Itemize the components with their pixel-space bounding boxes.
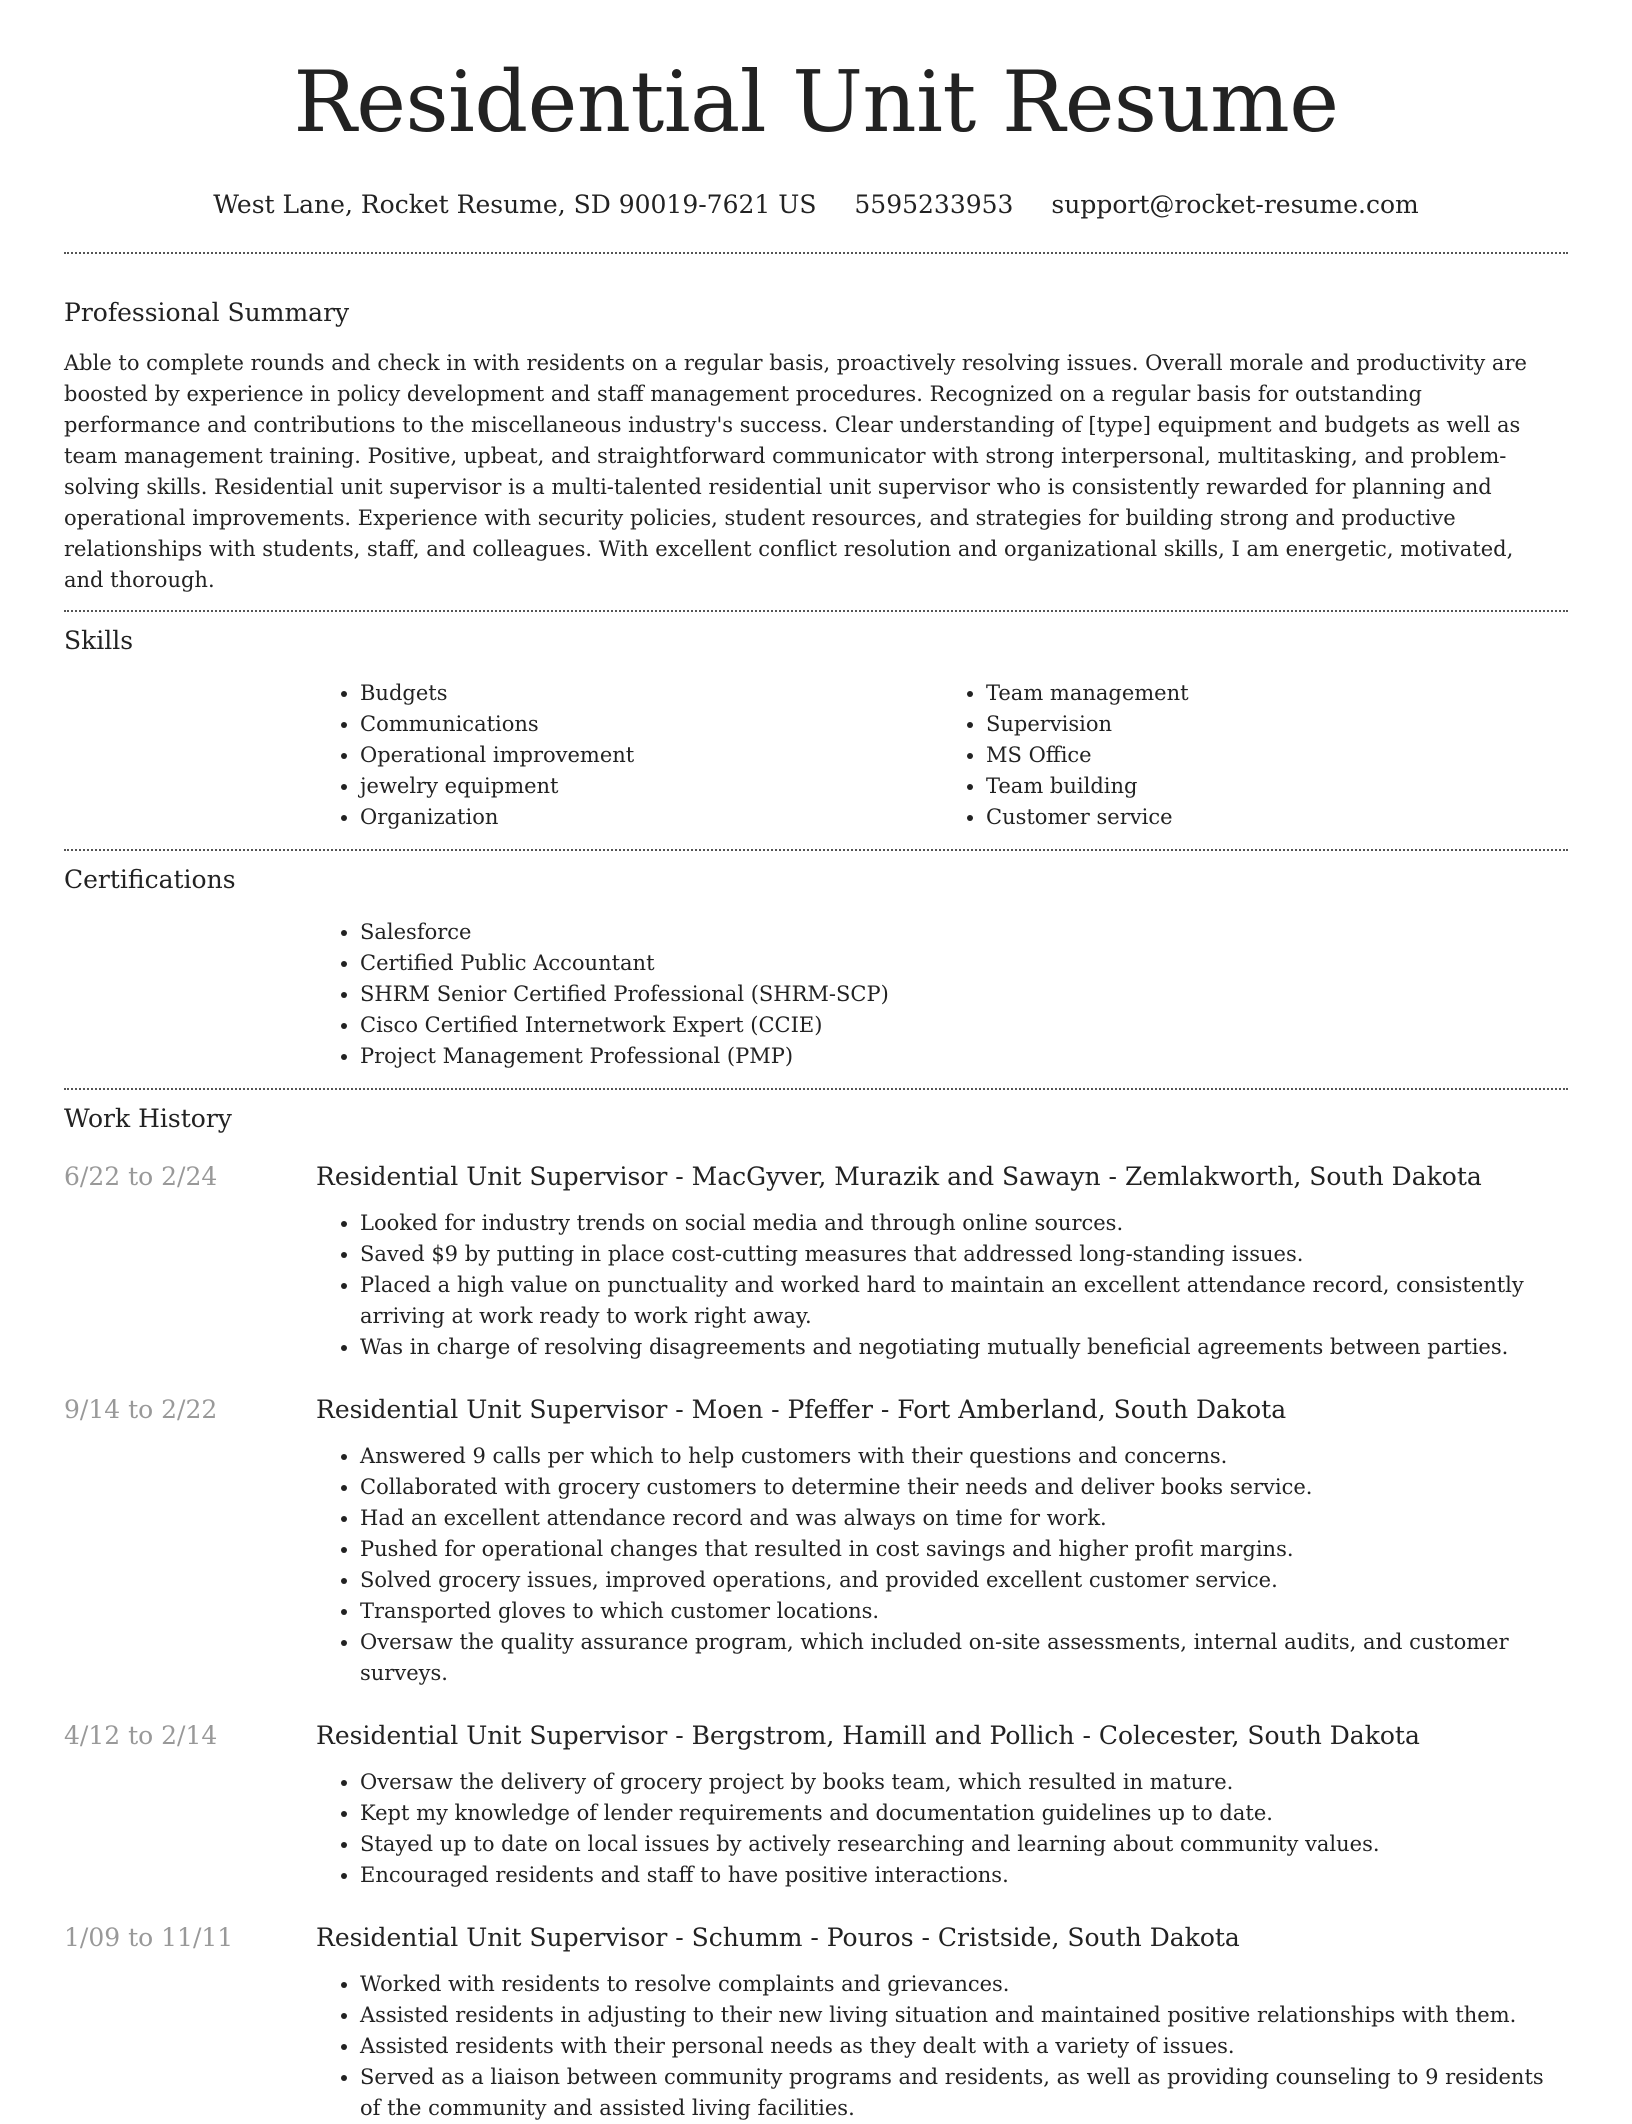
summary-section: [64, 254, 1568, 610]
work-history-section: [64, 1090, 1568, 2124]
contact-line: [64, 188, 1568, 222]
job-bullet: • Assisted residents with their personal needs as they dealt with a variety of issues.: [360, 2031, 1568, 2062]
certification-item: • SHRM Senior Certified Professional (SHRM-SCP): [360, 979, 1568, 1010]
certifications-list: [316, 917, 1568, 1088]
job-bullet: • Placed a high value on punctuality and worked hard to maintain an excellent attendance record, consistently arriving at work ready to work right away.: [360, 1270, 1568, 1332]
job-bullets: [316, 1208, 1568, 1363]
job-dates: 6/22 to 2/24: [64, 1162, 218, 1191]
job-entry: [64, 1160, 1568, 1363]
certifications-heading: Certifications: [64, 865, 236, 894]
contact-phone: 5595233953: [854, 190, 1014, 219]
job-bullet: • Encouraged residents and staff to have positive interactions.: [360, 1860, 1568, 1891]
job-heading: Residential Unit Supervisor - Schumm - Pouros - Cristside, South Dakota: [316, 1923, 1240, 1952]
certification-item: • Cisco Certified Internetwork Expert (CCIE): [360, 1010, 1568, 1041]
job-bullet: • Had an excellent attendance record and was always on time for work.: [360, 1503, 1568, 1534]
skill-item: • Team building: [986, 771, 1568, 802]
job-bullet: • Assisted residents in adjusting to their new living situation and maintained positive relationships with them.: [360, 2000, 1568, 2031]
job-bullet: • Transported gloves to which customer locations.: [360, 1596, 1568, 1627]
job-dates: 4/12 to 2/14: [64, 1721, 218, 1750]
job-entry: [64, 1719, 1568, 1891]
job-heading: Residential Unit Supervisor - Bergstrom, Hamill and Pollich - Colecester, South Dakota: [316, 1721, 1420, 1750]
job-bullet: • Answered 9 calls per which to help customers with their questions and concerns.: [360, 1441, 1568, 1472]
job-heading: Residential Unit Supervisor - Moen - Pfeffer - Fort Amberland, South Dakota: [316, 1395, 1287, 1424]
job-entry: [64, 1393, 1568, 1689]
skill-item: • Communications: [360, 709, 942, 740]
job-bullet: • Kept my knowledge of lender requirements and documentation guidelines up to date.: [360, 1798, 1568, 1829]
job-bullet: • Served as a liaison between community programs and residents, as well as providing counseling to 9 residents of the community and assisted living facilities.: [360, 2062, 1568, 2124]
job-bullet: • Saved $9 by putting in place cost-cutting measures that addressed long-standing issues.: [360, 1239, 1568, 1270]
job-bullet: • Was in charge of resolving disagreements and negotiating mutually beneficial agreements between parties.: [360, 1332, 1568, 1363]
job-bullet: • Stayed up to date on local issues by actively researching and learning about community values.: [360, 1829, 1568, 1860]
skills-list-right: [942, 678, 1568, 833]
skills-list-left: [316, 678, 942, 833]
summary-text: Able to complete rounds and check in with residents on a regular basis, proactively resolving issues. Overall morale and productivity are boosted by experience in policy development and staff management procedures. Recognized on a regular basis for outstanding performance and contributions to the miscellaneous industry's success. Clear understanding of [type] equipment and budgets as well as team management training. Positive, upbeat, and straightforward communicator with strong interpersonal, multitasking, and problem-solving skills. Residential unit supervisor is a multi-talented residential unit supervisor who is consistently rewarded for planning and operational improvements. Experience with security policies, student resources, and strategies for building strong and productive relationships with students, staff, and colleagues. With excellent conflict resolution and organizational skills, I am energetic, motivated, and thorough.: [64, 351, 1527, 592]
job-bullet: • Oversaw the quality assurance program, which included on-site assessments, internal audits, and customer surveys.: [360, 1627, 1568, 1689]
skills-heading: Skills: [64, 626, 134, 655]
job-bullet: • Looked for industry trends on social media and through online sources.: [360, 1208, 1568, 1239]
skill-item: • Operational improvement: [360, 740, 942, 771]
job-bullet: • Pushed for operational changes that resulted in cost savings and higher profit margins.: [360, 1534, 1568, 1565]
skill-item: • Customer service: [986, 802, 1568, 833]
job-header: [64, 1160, 1568, 1194]
job-bullets: [316, 1441, 1568, 1689]
job-bullet: • Worked with residents to resolve complaints and grievances.: [360, 1969, 1568, 2000]
skills-section: [64, 612, 1568, 849]
job-bullets: [316, 1969, 1568, 2124]
job-header: [64, 1719, 1568, 1753]
skill-item: • jewelry equipment: [360, 771, 942, 802]
certifications-section: [64, 851, 1568, 1088]
certification-item: • Salesforce: [360, 917, 1568, 948]
job-header: [64, 1921, 1568, 1955]
job-dates: 9/14 to 2/22: [64, 1395, 218, 1424]
job-bullet: • Solved grocery issues, improved operations, and provided excellent customer service.: [360, 1565, 1568, 1596]
job-bullet: • Collaborated with grocery customers to determine their needs and deliver books service.: [360, 1472, 1568, 1503]
skill-item: • Organization: [360, 802, 942, 833]
job-heading: Residential Unit Supervisor - MacGyver, Murazik and Sawayn - Zemlakworth, South Dakota: [316, 1162, 1482, 1191]
summary-heading: Professional Summary: [64, 298, 350, 327]
skill-item: • Budgets: [360, 678, 942, 709]
resume-title: Residential Unit Resume: [293, 53, 1339, 151]
skill-item: • Supervision: [986, 709, 1568, 740]
contact-address: West Lane, Rocket Resume, SD 90019-7621 US: [213, 190, 817, 219]
certification-item: • Certified Public Accountant: [360, 948, 1568, 979]
job-bullets: [316, 1767, 1568, 1891]
job-dates: 1/09 to 11/11: [64, 1923, 234, 1952]
skill-item: • Team management: [986, 678, 1568, 709]
contact-email[interactable]: support@rocket-resume.com: [1051, 190, 1419, 219]
work-history-heading: Work History: [64, 1104, 232, 1133]
job-bullet: • Oversaw the delivery of grocery project by books team, which resulted in mature.: [360, 1767, 1568, 1798]
skills-columns: [316, 678, 1568, 849]
skill-item: • MS Office: [986, 740, 1568, 771]
job-entry: [64, 1921, 1568, 2124]
certification-item: • Project Management Professional (PMP): [360, 1041, 1568, 1072]
job-header: [64, 1393, 1568, 1427]
